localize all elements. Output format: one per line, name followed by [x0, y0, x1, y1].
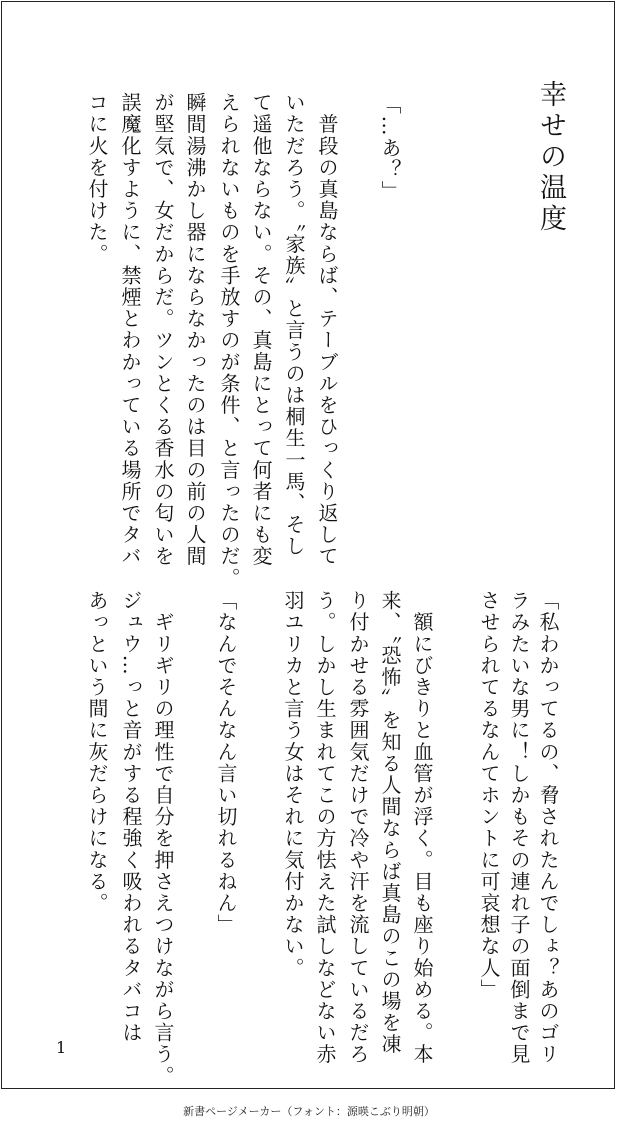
text-column: 額にびきりと血管が浮く。目も座り始める。本: [410, 590, 434, 1066]
text-column: が堅気で、女だからだ。ツンとくる香水の匂いを: [151, 92, 175, 568]
text-column: て遥他ならない。その、真島にとって何者にも変: [249, 92, 273, 568]
text-column: う。しかし生まれてこの方怯えた試しなどない赤: [313, 590, 337, 1066]
text-column: させられてるなんてホントに可哀想な人」: [477, 590, 501, 1001]
footer-credit: 新書ページメーカー（フォント：源暎こぶり明朝）: [183, 1105, 435, 1118]
text-column: り付かせる雰囲気だけで冷や汗を流しているだろ: [346, 590, 370, 1066]
text-column: ラみたいな男に！しかもその連れ子の面倒まで見: [507, 590, 531, 1066]
text-column: 瞬間湯沸かし器にならなかったのは目の前の人間: [183, 92, 207, 568]
text-column: 「私わかってるの、脅されたんでしょ？あのゴリ: [536, 590, 560, 1066]
text-column: 普段の真島ならば、テーブルをひっくり返して: [315, 92, 339, 568]
text-column: ギリギリの理性で自分を押さえつけながら言う。: [151, 590, 175, 1087]
text-column: 来、〝恐怖〟を知る人間ならば真島のこの場を凍: [378, 590, 402, 1056]
text-column: ジュウ…っと音がする程強く吸われるタバコは: [119, 590, 143, 1044]
text-column: 羽ユリカと言う女はそれに気付かない。: [281, 590, 305, 979]
page-number: 1: [56, 1038, 67, 1057]
text-column: えられないものを手放すのが条件、と言ったのだ。: [217, 92, 241, 589]
text-column: あっという間に灰だらけになる。: [85, 590, 109, 914]
text-column: コに火を付けた。: [85, 92, 109, 265]
page: [1, 1, 615, 1089]
story-title: 幸せの温度: [535, 80, 566, 235]
text-column: 「…あ？」: [378, 94, 402, 202]
text-column: いただろう。〝家族〟と言うのは桐生一馬、そし: [282, 92, 306, 558]
text-column: 誤魔化すように、禁煙とわかっている場所でタバ: [118, 92, 142, 568]
text-column: 「なんでそんなん言い切れるねん」: [214, 590, 238, 936]
